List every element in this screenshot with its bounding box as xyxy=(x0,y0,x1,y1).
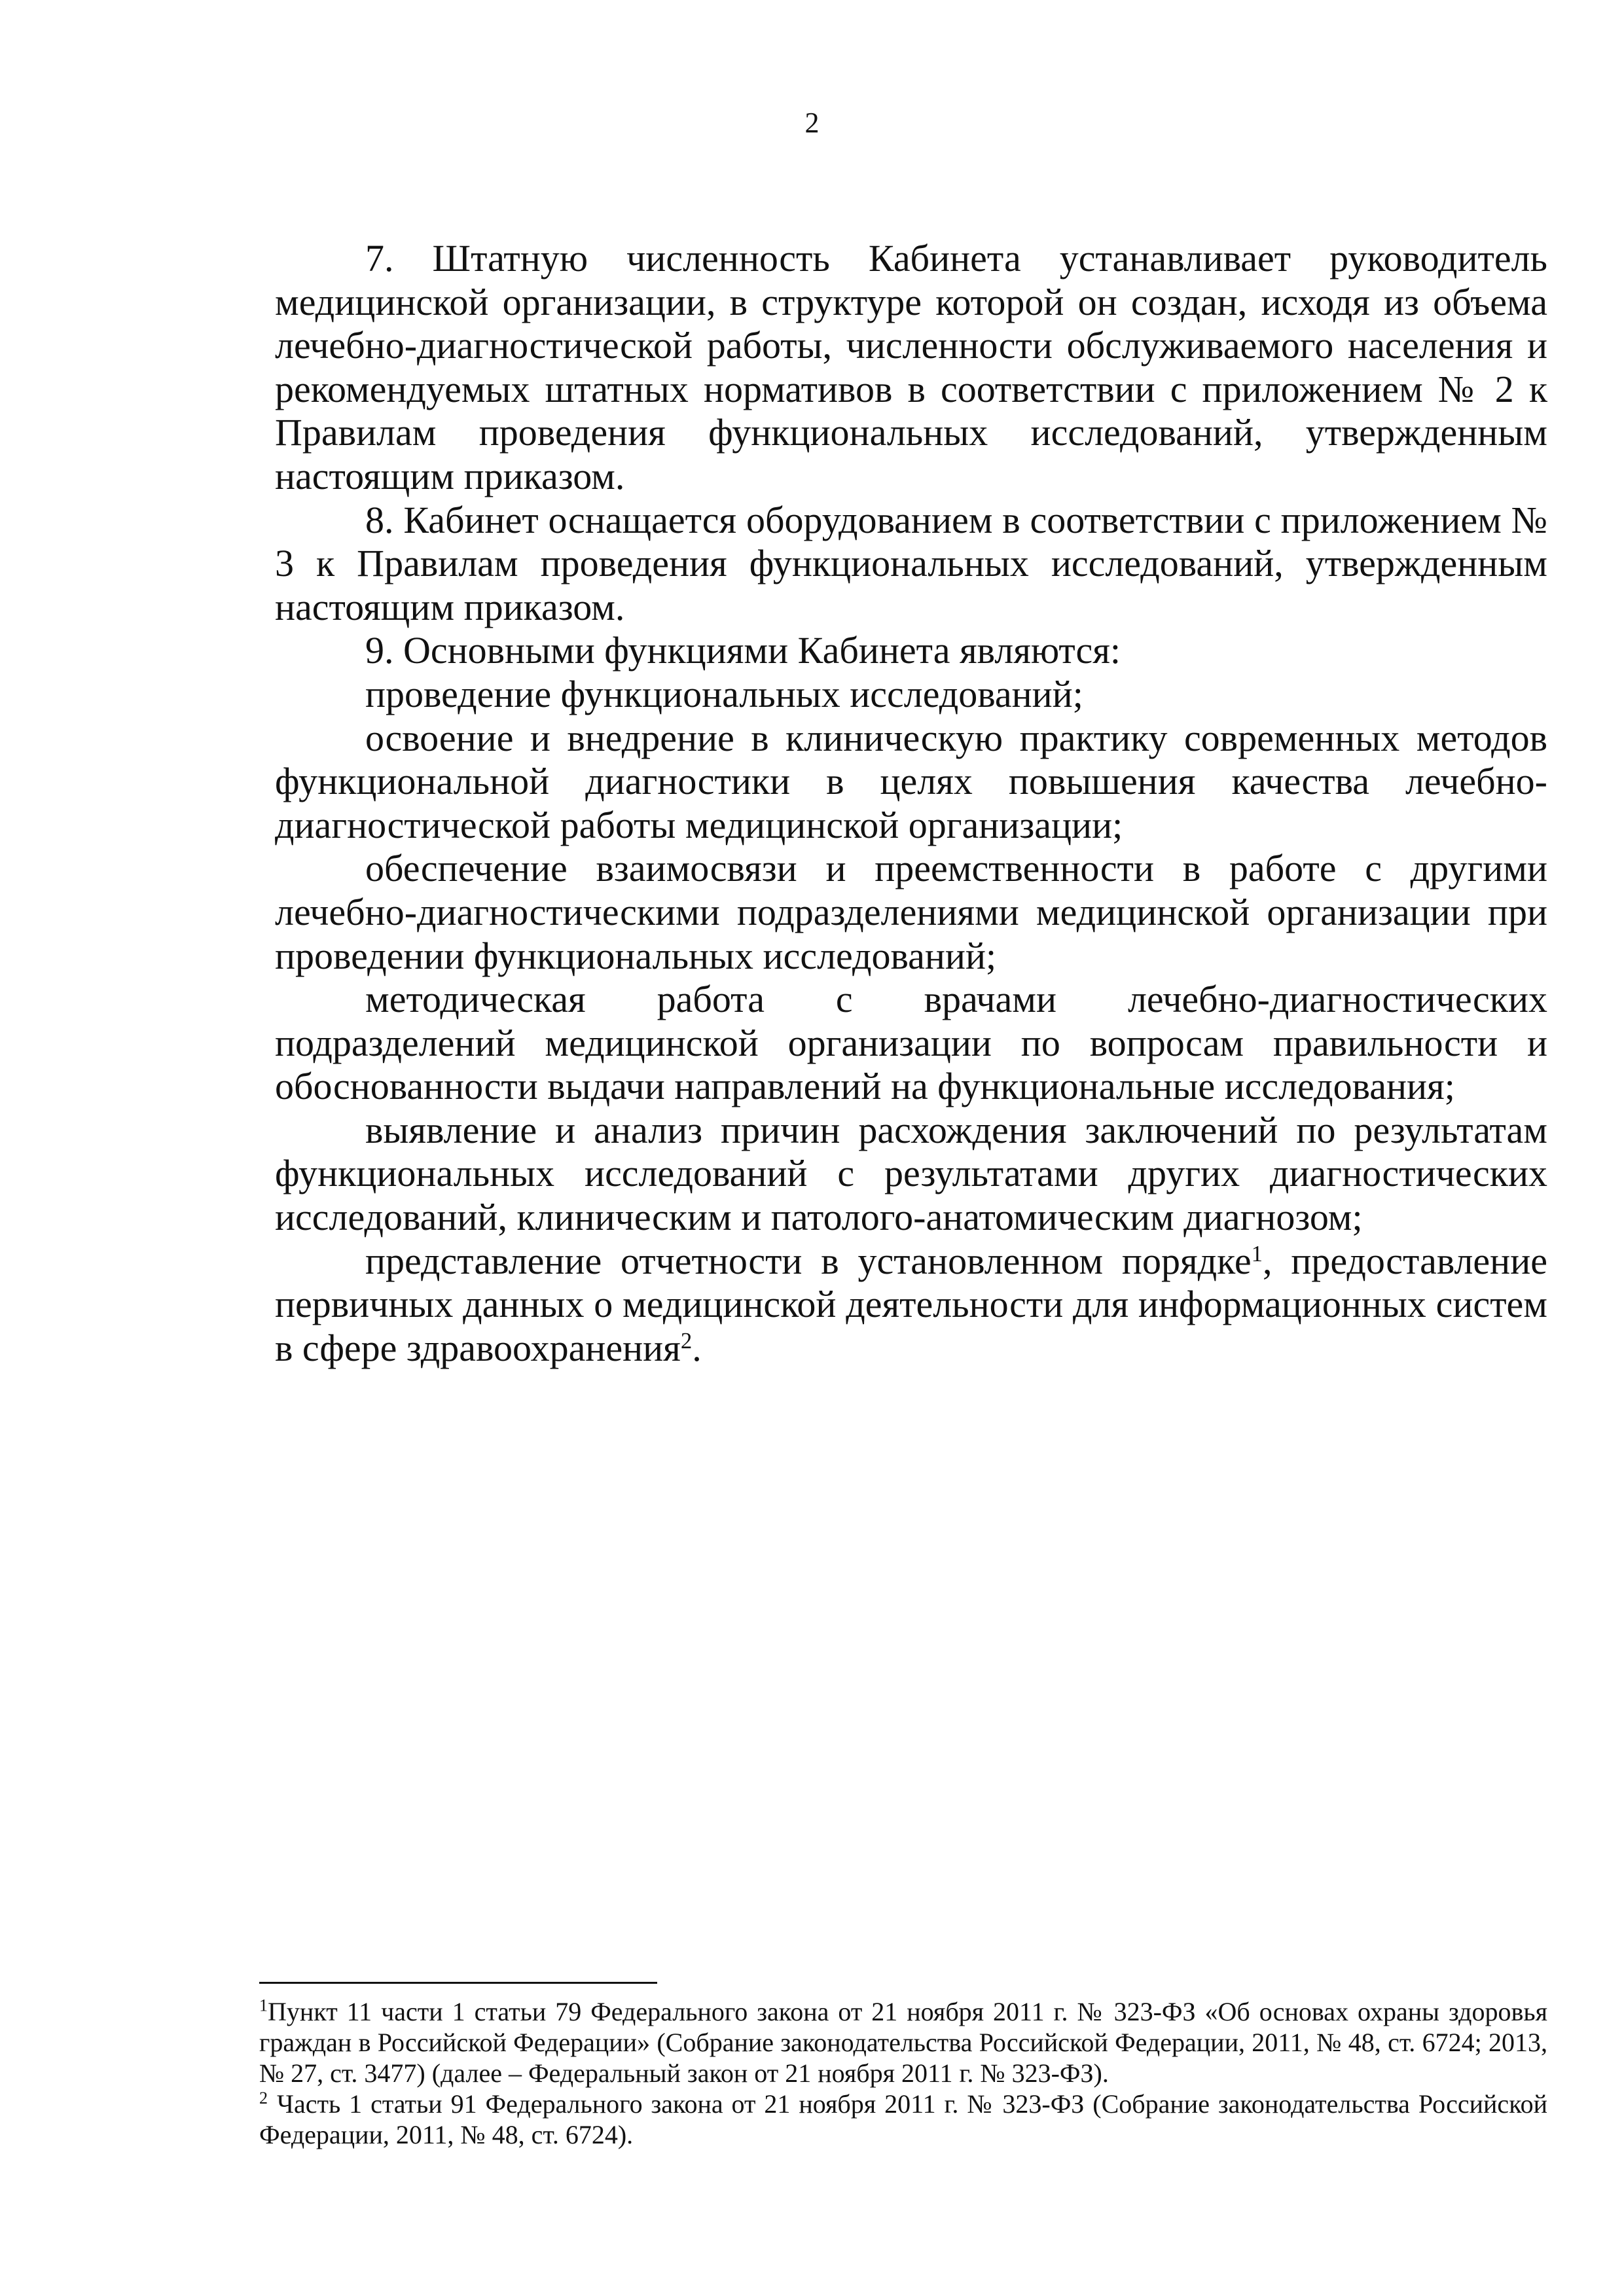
function-item: обеспечение взаимосвязи и преемственности в работе с другими лечебно-диагностическими подразделениями медицинской организации при проведении функциональных исследований; xyxy=(275,847,1547,977)
footnote-mark: 1 xyxy=(259,1996,268,2015)
footnote-ref-1: 1 xyxy=(1251,1240,1263,1266)
function-item xyxy=(275,1240,1547,1371)
footnote-ref-2: 2 xyxy=(680,1327,693,1354)
page-number: 2 xyxy=(804,107,820,139)
function-item: освоение и внедрение в клиническую практику современных методов функциональной диагностики в целях повышения качества лечебно-диагностической работы медицинской организации; xyxy=(275,716,1547,846)
function-item-text: , предоставление первичных данных о медицинской деятельности для информационных систем в сфере здравоохранения xyxy=(275,1239,1547,1369)
footnote-mark: 2 xyxy=(259,2088,268,2108)
document-body xyxy=(275,237,1547,1370)
function-item: проведение функциональных исследований; xyxy=(365,672,1083,715)
footnote-1 xyxy=(259,1996,1547,2089)
function-item-text: представление отчетности в установленном порядке xyxy=(365,1239,1252,1282)
footnotes xyxy=(259,1996,1547,2150)
function-item: методическая работа с врачами лечебно-диагностических подразделений медицинской организации по вопросам правильности и обоснованности выдачи направлений на функциональные исследования; xyxy=(275,978,1547,1108)
function-item-end: . xyxy=(692,1326,702,1369)
paragraph-7: 7. Штатную численность Кабинета устанавливает руководитель медицинской организации, в структуре которой он создан, исходя из объема лечебно-диагностической работы, численности обслуживаемого населения и рекомендуемых штатных нормативов в соответствии с приложением № 2 к Правилам проведения функциональных исследований, утвержденным настоящим приказом. xyxy=(275,237,1547,497)
paragraph-8: 8. Кабинет оснащается оборудованием в соответствии с приложением № 3 к Правилам проведения функциональных исследований, утвержденным настоящим приказом. xyxy=(275,498,1547,628)
footnote-text: Пункт 11 части 1 статьи 79 Федерального закона от 21 ноября 2011 г. № 323-ФЗ «Об основах охраны здоровья граждан в Российской Федерации» (Собрание законодательства Российской Федерации, 2011, № 48, ст. 6724; 2013, № 27, ст. 3477) (далее – Федеральный закон от 21 ноября 2011 г. № 323-ФЗ). xyxy=(259,1997,1547,2088)
paragraph-9: 9. Основными функциями Кабинета являются: xyxy=(365,629,1121,672)
footnote-separator xyxy=(259,1982,657,1984)
footnote-2 xyxy=(259,2089,1547,2150)
footnote-text: Часть 1 статьи 91 Федерального закона от 21 ноября 2011 г. № 323-ФЗ (Собрание законодательства Российской Федерации, 2011, № 48, ст. 6724). xyxy=(259,2089,1547,2149)
function-item: выявление и анализ причин расхождения заключений по результатам функциональных исследований с результатами других диагностических исследований, клиническим и патолого-анатомическим диагнозом; xyxy=(275,1108,1547,1239)
